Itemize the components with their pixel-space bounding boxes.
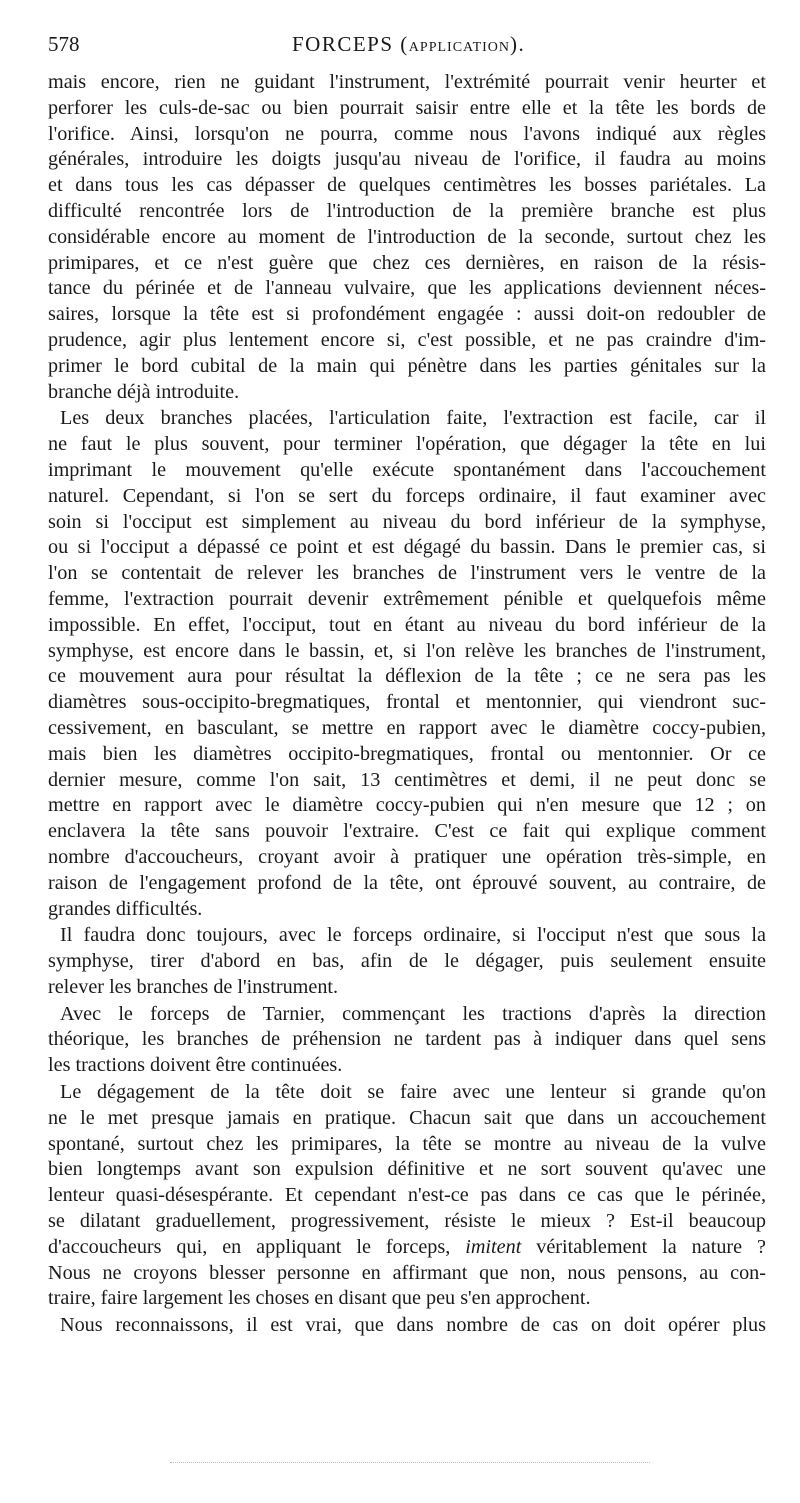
text-line: Avec le forceps de Tarnier, commençant les tractions d'après la direction bbox=[60, 1002, 766, 1025]
text-line: naturel. Cependant, si l'on se sert du forceps ordinaire, il faut examiner avec bbox=[48, 484, 766, 507]
footer-rule bbox=[170, 1462, 650, 1465]
text-line: dernier mesure, comme l'on sait, 13 centimètres et demi, il ne peut donc se bbox=[48, 768, 766, 791]
text-line: considérable encore au moment de l'introduction de la seconde, surtout chez les bbox=[48, 225, 766, 248]
text-line: ce mouvement aura pour résultat la déflexion de la tête ; ce ne sera pas les bbox=[48, 665, 766, 688]
text-line: ne faut le plus souvent, pour terminer l'opération, que dégager la tête en lui bbox=[48, 433, 766, 456]
text-line: Nous ne croyons blesser personne en affirmant que non, nous pensons, au con- bbox=[48, 1261, 766, 1284]
running-header bbox=[48, 32, 766, 62]
text-line: perforer les culs-de-sac ou bien pourrait saisir entre elle et la tête les bords de bbox=[48, 96, 766, 119]
text-line: mais bien les diamètres occipito-bregmatiques, frontal ou mentonnier. Or ce bbox=[48, 742, 766, 765]
running-title-close: ). bbox=[510, 32, 526, 56]
text-line: et dans tous les cas dépasser de quelques centimètres les bosses pariétales. La bbox=[48, 174, 766, 197]
text-line: théorique, les branches de préhension ne tardent pas à indiquer dans quel sens bbox=[48, 1028, 766, 1051]
text-line: diamètres sous-occipito-bregmatiques, frontal et mentonnier, qui viendront suc- bbox=[48, 691, 766, 714]
italic-word: imitent bbox=[465, 1235, 522, 1258]
text-line: Le dégagement de la tête doit se faire avec une lenteur si grande qu'on bbox=[60, 1081, 766, 1104]
paragraph-6 bbox=[48, 1313, 766, 1339]
text-line: femme, l'extraction pourrait devenir extrêmement pénible et quelquefois même bbox=[48, 587, 766, 610]
text-line: l'on se contentait de relever les branches de l'instrument vers le ventre de la bbox=[48, 562, 766, 585]
text-segment: d'accoucheurs qui, en appliquant le forceps, bbox=[48, 1235, 451, 1258]
text-line: tance du périnée et de l'anneau vulvaire, que les applications deviennent néces- bbox=[48, 277, 766, 300]
text-line: mais encore, rien ne guidant l'instrument, l'extrémité pourrait venir heurter et bbox=[48, 71, 766, 93]
text-line: Les deux branches placées, l'articulation faite, l'extraction est facile, car il bbox=[60, 407, 766, 430]
paragraph-2 bbox=[48, 406, 766, 922]
running-title bbox=[292, 32, 525, 57]
text-line: primipares, et ce n'est guère que chez ces dernières, en raison de la résis- bbox=[48, 251, 766, 274]
paragraph-5 bbox=[48, 1080, 766, 1312]
text-line: saires, lorsque la tête est si profondément engagée : aussi doit-on redoubler de bbox=[48, 303, 766, 326]
text-line: spontané, surtout chez les primipares, la tête se montre au niveau de la vulve bbox=[48, 1132, 766, 1155]
text-line: impossible. En effet, l'occiput, tout en étant au niveau du bord inférieur de la bbox=[48, 613, 766, 636]
text-line: cessivement, en basculant, se mettre en rapport avec le diamètre coccy-pubien, bbox=[48, 716, 766, 739]
text-line: l'orifice. Ainsi, lorsqu'on ne pourra, comme nous l'avons indiqué aux règles bbox=[48, 122, 766, 145]
text-line: se dilatant graduellement, progressivement, résiste le mieux ? Est-il beaucoup bbox=[48, 1210, 766, 1233]
text-line: grandes difficultés. bbox=[48, 897, 203, 920]
text-line: primer le bord cubital de la main qui pénètre dans les parties génitales sur la bbox=[48, 354, 766, 377]
text-line: ou si l'occiput a dépassé ce point et est dégagé du bassin. Dans le premier cas, si bbox=[48, 536, 766, 559]
text-line: générales, introduire les doigts jusqu'au niveau de l'orifice, il faudra au moins bbox=[48, 148, 766, 171]
text-line: relever les branches de l'instrument. bbox=[48, 975, 339, 998]
text-line: nombre d'accoucheurs, croyant avoir à pratiquer une opération très-simple, en bbox=[48, 845, 766, 868]
text-line: mettre en rapport avec le diamètre coccy-pubien qui n'en mesure que 12 ; on bbox=[48, 794, 766, 817]
text-line: Nous reconnaissons, il est vrai, que dans nombre de cas on doit opérer plus bbox=[60, 1314, 766, 1337]
text-line: les tractions doivent être continuées. bbox=[48, 1054, 343, 1077]
page-number: 578 bbox=[48, 32, 80, 56]
running-title-main: FORCEPS ( bbox=[292, 32, 409, 56]
text-line: soin si l'occiput est simplement au niveau du bord inférieur de la symphyse, bbox=[48, 510, 766, 533]
text-line: traire, faire largement les choses en disant que peu s'en approchent. bbox=[48, 1287, 591, 1310]
text-line: bien longtemps avant son expulsion définitive et ne sort souvent qu'avec une bbox=[48, 1158, 766, 1181]
text-line: prudence, agir plus lentement encore si, c'est possible, et ne pas craindre d'im- bbox=[48, 328, 766, 351]
text-line: lenteur quasi-désespérante. Et cependant n'est-ce pas dans ce cas que le périnée, bbox=[48, 1184, 766, 1207]
text-line-with-italic bbox=[48, 1235, 766, 1261]
paragraph-4 bbox=[48, 1002, 766, 1079]
text-line: Il faudra donc toujours, avec le forceps ordinaire, si l'occiput n'est que sous la bbox=[60, 924, 766, 947]
paragraph-3 bbox=[48, 923, 766, 1000]
text-segment: véritablement la nature ? bbox=[536, 1235, 767, 1258]
paragraph-1 bbox=[48, 70, 766, 405]
text-line: difficulté rencontrée lors de l'introduction de la première branche est plus bbox=[48, 199, 766, 222]
page-body-text bbox=[48, 70, 766, 1339]
text-line: symphyse, est encore dans le bassin, et, si l'on relève les branches de l'instrument, bbox=[48, 639, 766, 662]
text-line: enclavera la tête sans pouvoir l'extraire. C'est ce fait qui explique comment bbox=[48, 820, 766, 843]
text-line: branche déjà introduite. bbox=[48, 380, 240, 403]
running-title-subtitle: APPLICATION bbox=[408, 40, 511, 55]
text-line: symphyse, tirer d'abord en bas, afin de le dégager, puis seulement ensuite bbox=[48, 950, 766, 973]
text-line: ne le met presque jamais en pratique. Chacun sait que dans un accouchement bbox=[48, 1106, 766, 1129]
text-line: imprimant le mouvement qu'elle exécute spontanément dans l'accouchement bbox=[48, 458, 766, 481]
text-line: raison de l'engagement profond de la tête, ont éprouvé souvent, au contraire, de bbox=[48, 871, 766, 894]
